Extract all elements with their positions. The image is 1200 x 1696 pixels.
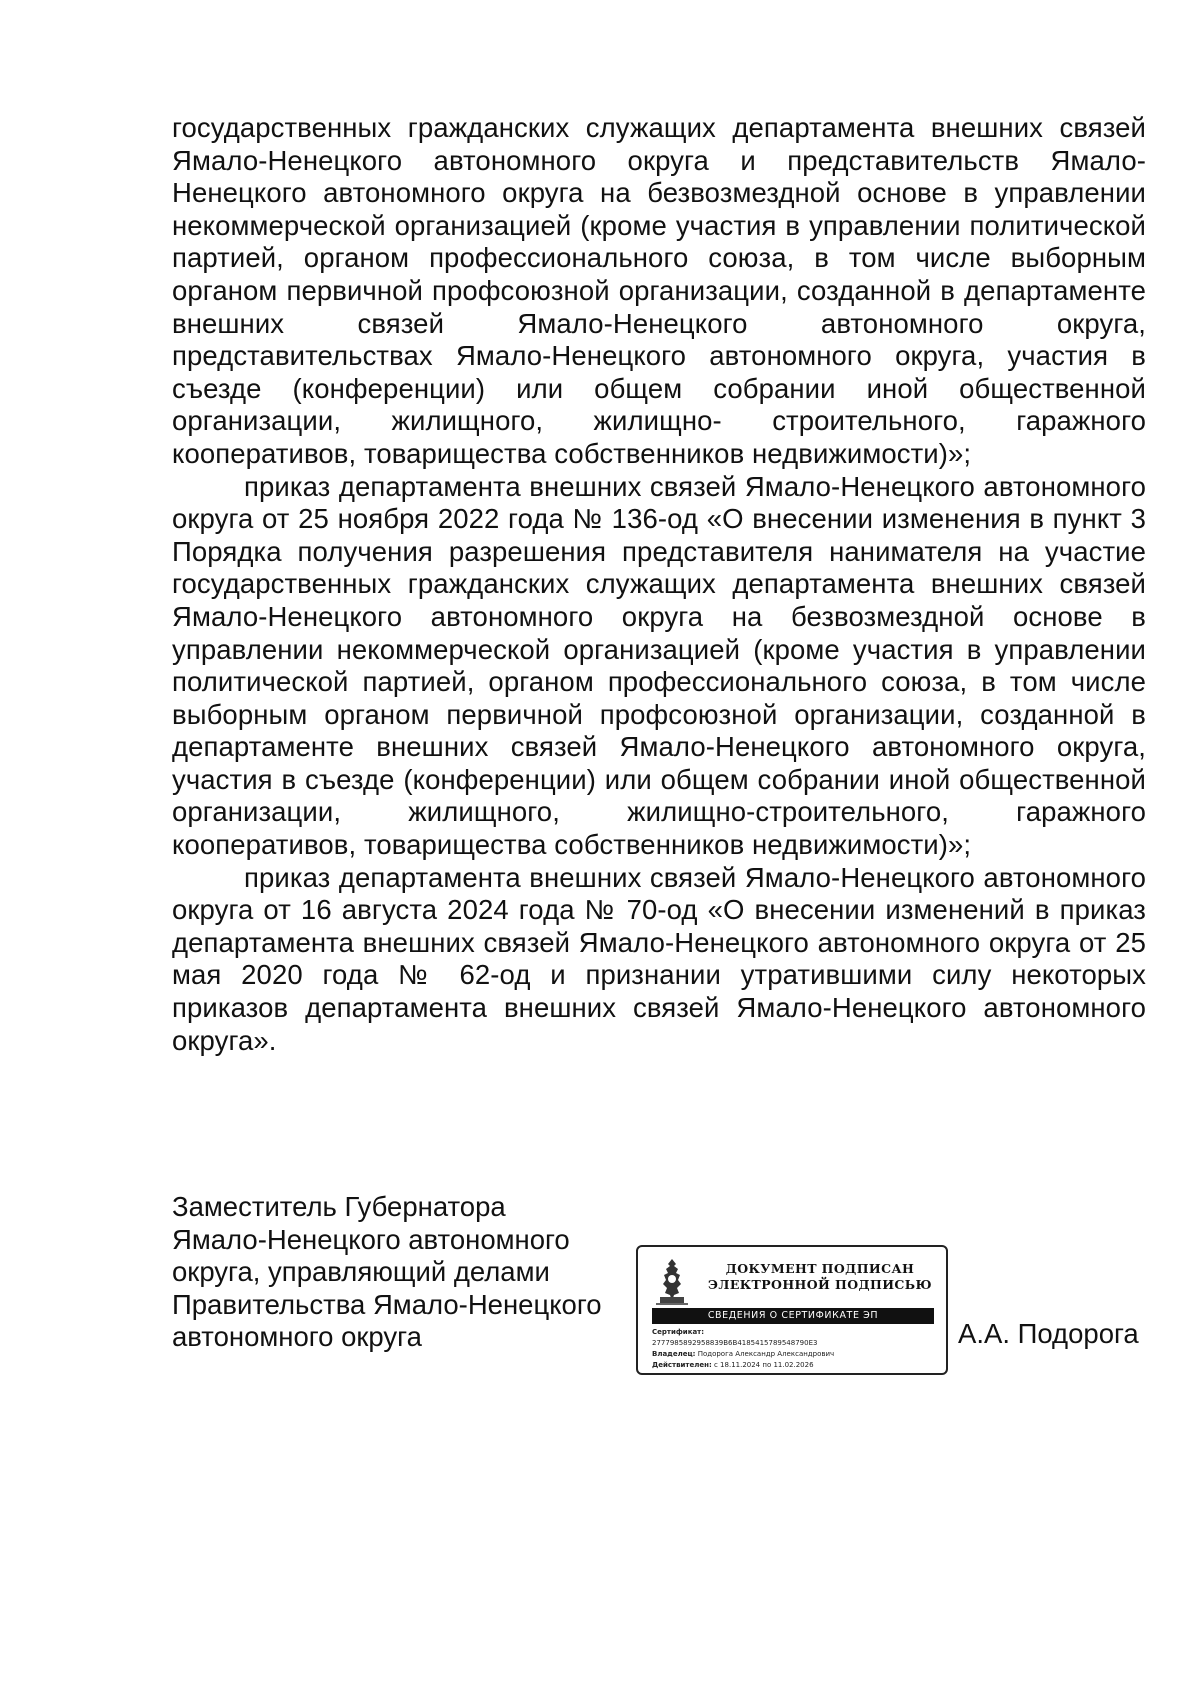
certificate-number: 2777985892958839B6B4185415789548790E3 xyxy=(652,1339,818,1347)
coat-of-arms-icon xyxy=(650,1257,694,1307)
validity-range: с 18.11.2024 по 11.02.2026 xyxy=(713,1361,814,1369)
stamp-title-line: ЭЛЕКТРОННОЙ ПОДПИСЬЮ xyxy=(708,1277,932,1292)
signatory-line: автономного округа xyxy=(172,1321,422,1353)
paragraph-order-2022: приказ департамента внешних связей Ямало-Ненецкого автономного округа от 25 ноября 2022 года № 136-од «О внесении изменения в пункт 3 Порядка получения разрешения представителя нанимателя на участие государственных гражданских служащих департамента внешних связей Ямало-Ненецкого автономного округа на безвозмездной основе в управлении некоммерческой организацией (кроме участия в управлении политической партией, органом профессионального союза, в том числе выборным органом первичной профсоюзной организации, созданной в департаменте внешних связей Ямало-Ненецкого автономного округа, участия в съезде (конференции) или общем собрании иной общественной организации, жилищного, жилищно-строительного, гаражного кооперативов, товарищества собственников недвижимости)»; xyxy=(172,470,1146,861)
certificate-label: Сертификат: xyxy=(652,1328,705,1336)
owner-label: Владелец: xyxy=(652,1350,696,1358)
certificate-label-row xyxy=(652,1327,938,1338)
validity-row xyxy=(652,1360,938,1371)
document-body xyxy=(172,112,1146,1057)
signatory-position xyxy=(172,1191,632,1354)
signer-name: А.А. Подорога xyxy=(958,1318,1139,1349)
signatory-line: Заместитель Губернатора xyxy=(172,1191,506,1222)
electronic-signature-stamp xyxy=(636,1245,948,1375)
signatory-line: Правительства Ямало-Ненецкого xyxy=(172,1288,602,1320)
stamp-title xyxy=(702,1261,938,1293)
owner-row xyxy=(652,1349,938,1360)
owner-name: Подорога Александр Александрович xyxy=(697,1350,835,1358)
stamp-title-line: ДОКУМЕНТ ПОДПИСАН xyxy=(725,1261,915,1276)
paragraph-order-2024: приказ департамента внешних связей Ямало-Ненецкого автономного округа от 16 августа 2024 года № 70-од «О внесении изменений в приказ департамента внешних связей Ямало-Ненецкого автономного округа от 25 мая 2020 года № 62-од и признании утратившими силу некоторых приказов департамента внешних связей Ямало-Ненецкого автономного округа». xyxy=(172,861,1146,1056)
paragraph-continuation: государственных гражданских служащих департамента внешних связей Ямало-Ненецкого автономного округа и представительств Ямало-Ненецкого автономного округа на безвозмездной основе в управлении некоммерческой организацией (кроме участия в управлении политической партией, органом профессионального союза, в том числе выборным органом первичной профсоюзной организации, созданной в департаменте внешних связей Ямало-Ненецкого автономного округа, представительствах Ямало-Ненецкого автономного округа, участия в съезде (конференции) или общем собрании иной общественной организации, жилищного, жилищно- строительного, гаражного кооперативов, товарищества собственников недвижимости)»; xyxy=(172,112,1146,469)
validity-label: Действителен: xyxy=(652,1361,712,1369)
stamp-certificate-info xyxy=(652,1327,938,1371)
signatory-line: Ямало-Ненецкого автономного xyxy=(172,1223,570,1255)
stamp-certificate-bar: СВЕДЕНИЯ О СЕРТИФИКАТЕ ЭП xyxy=(652,1308,934,1324)
signatory-line: округа, управляющий делами xyxy=(172,1256,550,1288)
